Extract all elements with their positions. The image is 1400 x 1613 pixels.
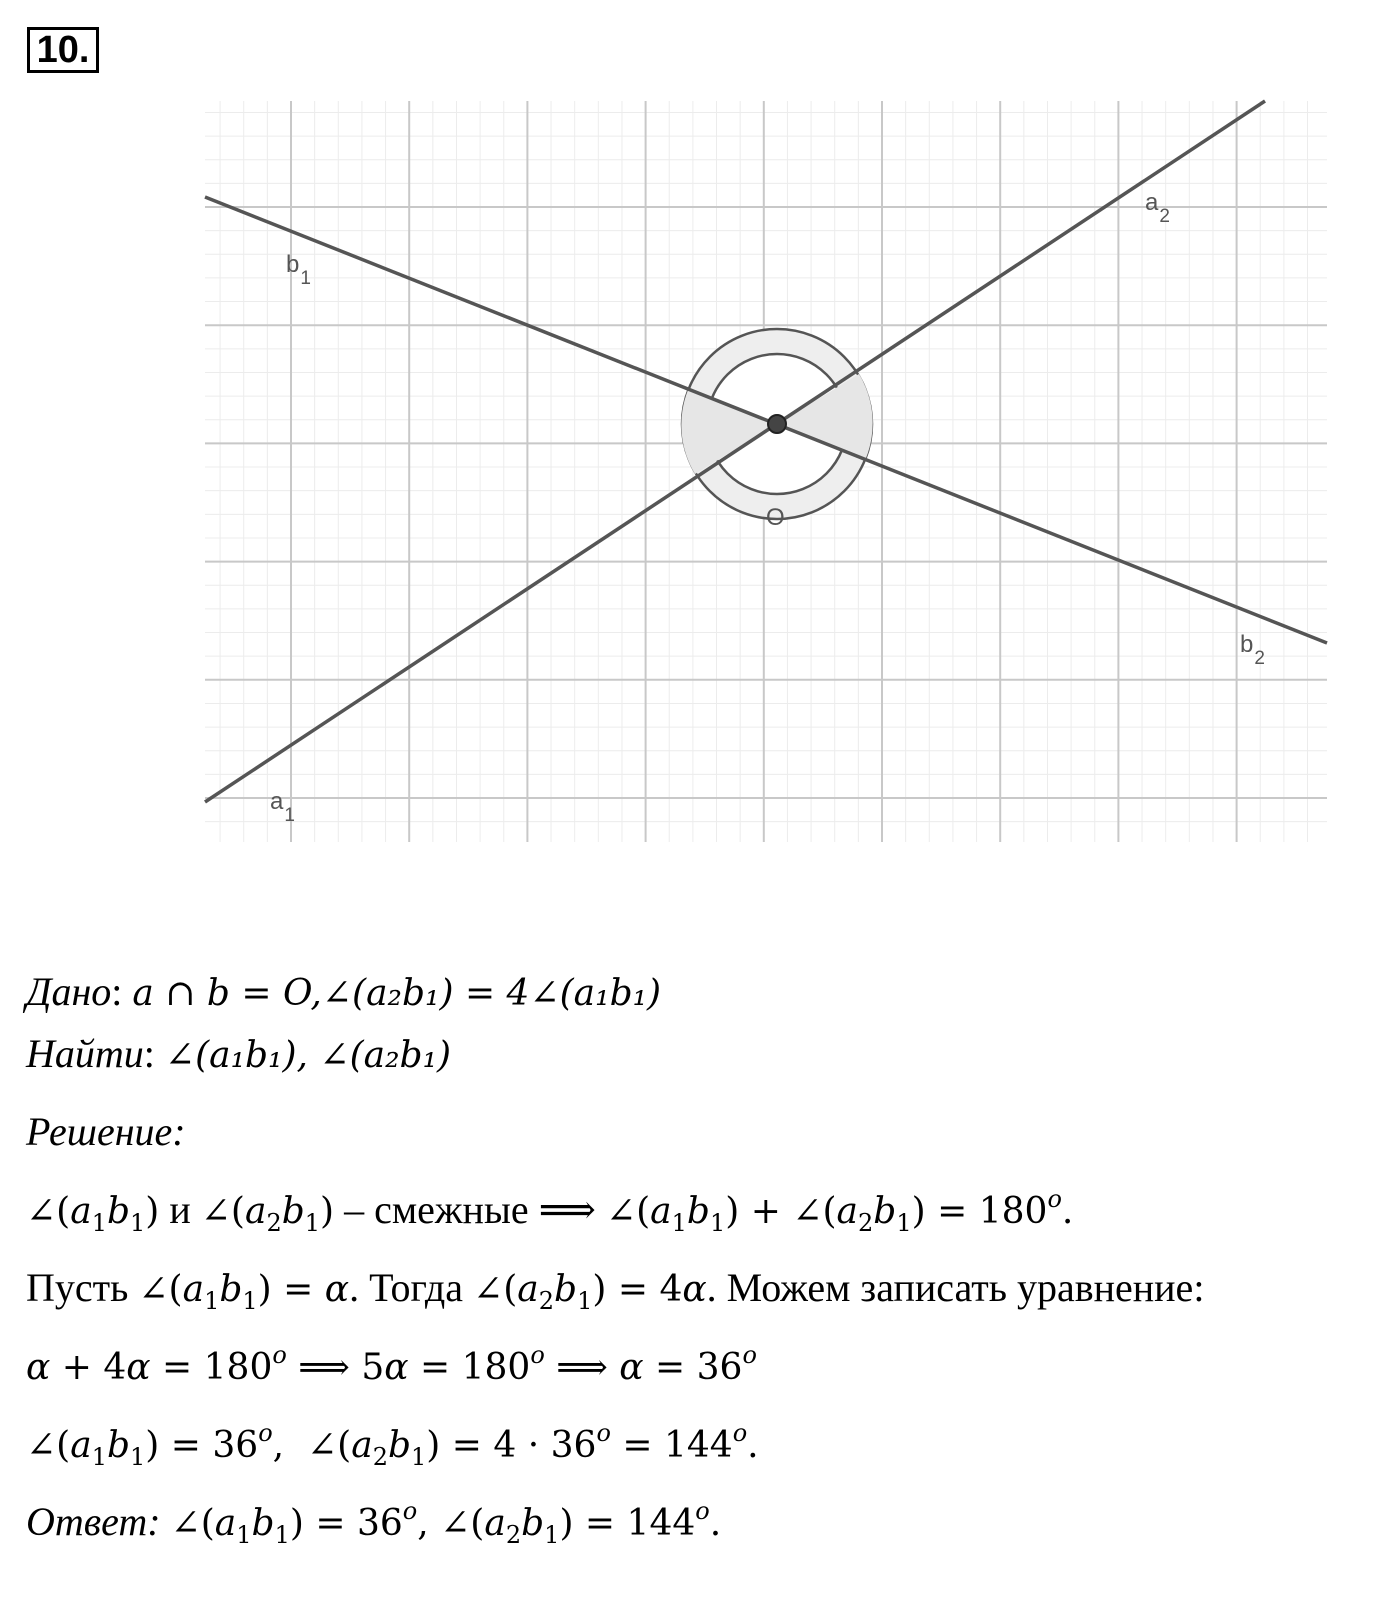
- step-adjacent: $\angle(a_1b_1)$ и $\angle(a_2b_1)$ – смежные ⟹ $\angle(a_1b_1)$ + $\angle(a_2b_1) = 180^o$.: [26, 1185, 1074, 1237]
- answer-line: Ответ: $\angle(a_1b_1) = 36^o$, $\angle(a_2b_1) = 144^o$.: [26, 1497, 722, 1549]
- label-b1: $b_1$: [286, 251, 311, 289]
- given-line: Дано: a ∩ b = O,∠(a₂b₁) = 4∠(a₁b₁): [26, 969, 662, 1014]
- given-expression: a ∩ b = O,∠(a₂b₁) = 4∠(a₁b₁): [132, 973, 662, 1014]
- step-equation: $\alpha + 4\alpha = 180^o$ ⟹ $5\alpha = 180^o$ ⟹ $\alpha = 36^o$: [26, 1341, 757, 1388]
- find-label: Найти: [26, 1031, 144, 1076]
- label-b2: $b_2$: [1240, 631, 1265, 669]
- solution-label: Решение:: [26, 1109, 186, 1154]
- label-a2: $a_2$: [1145, 189, 1170, 227]
- label-a1: $a_1$: [270, 788, 295, 826]
- find-line: Найти: ∠(a₁b₁), ∠(a₂b₁): [26, 1031, 452, 1076]
- step-let-alpha: Пусть $\angle(a_1b_1) = \alpha$. Тогда $\angle(a_2b_1) = 4\alpha$. Можем записать уравнение:: [26, 1265, 1205, 1315]
- step-values: $\angle(a_1b_1) = 36^o$, $\angle(a_2b_1) = 4 \cdot 36^o = 144^o$.: [26, 1419, 759, 1471]
- point-o: [768, 415, 786, 433]
- given-label: Дано: [26, 969, 112, 1014]
- task-number: 10.: [27, 27, 99, 73]
- label-o: O: [766, 504, 785, 531]
- answer-label: Ответ:: [26, 1499, 161, 1544]
- find-expression: ∠(a₁b₁), ∠(a₂b₁): [164, 1035, 452, 1076]
